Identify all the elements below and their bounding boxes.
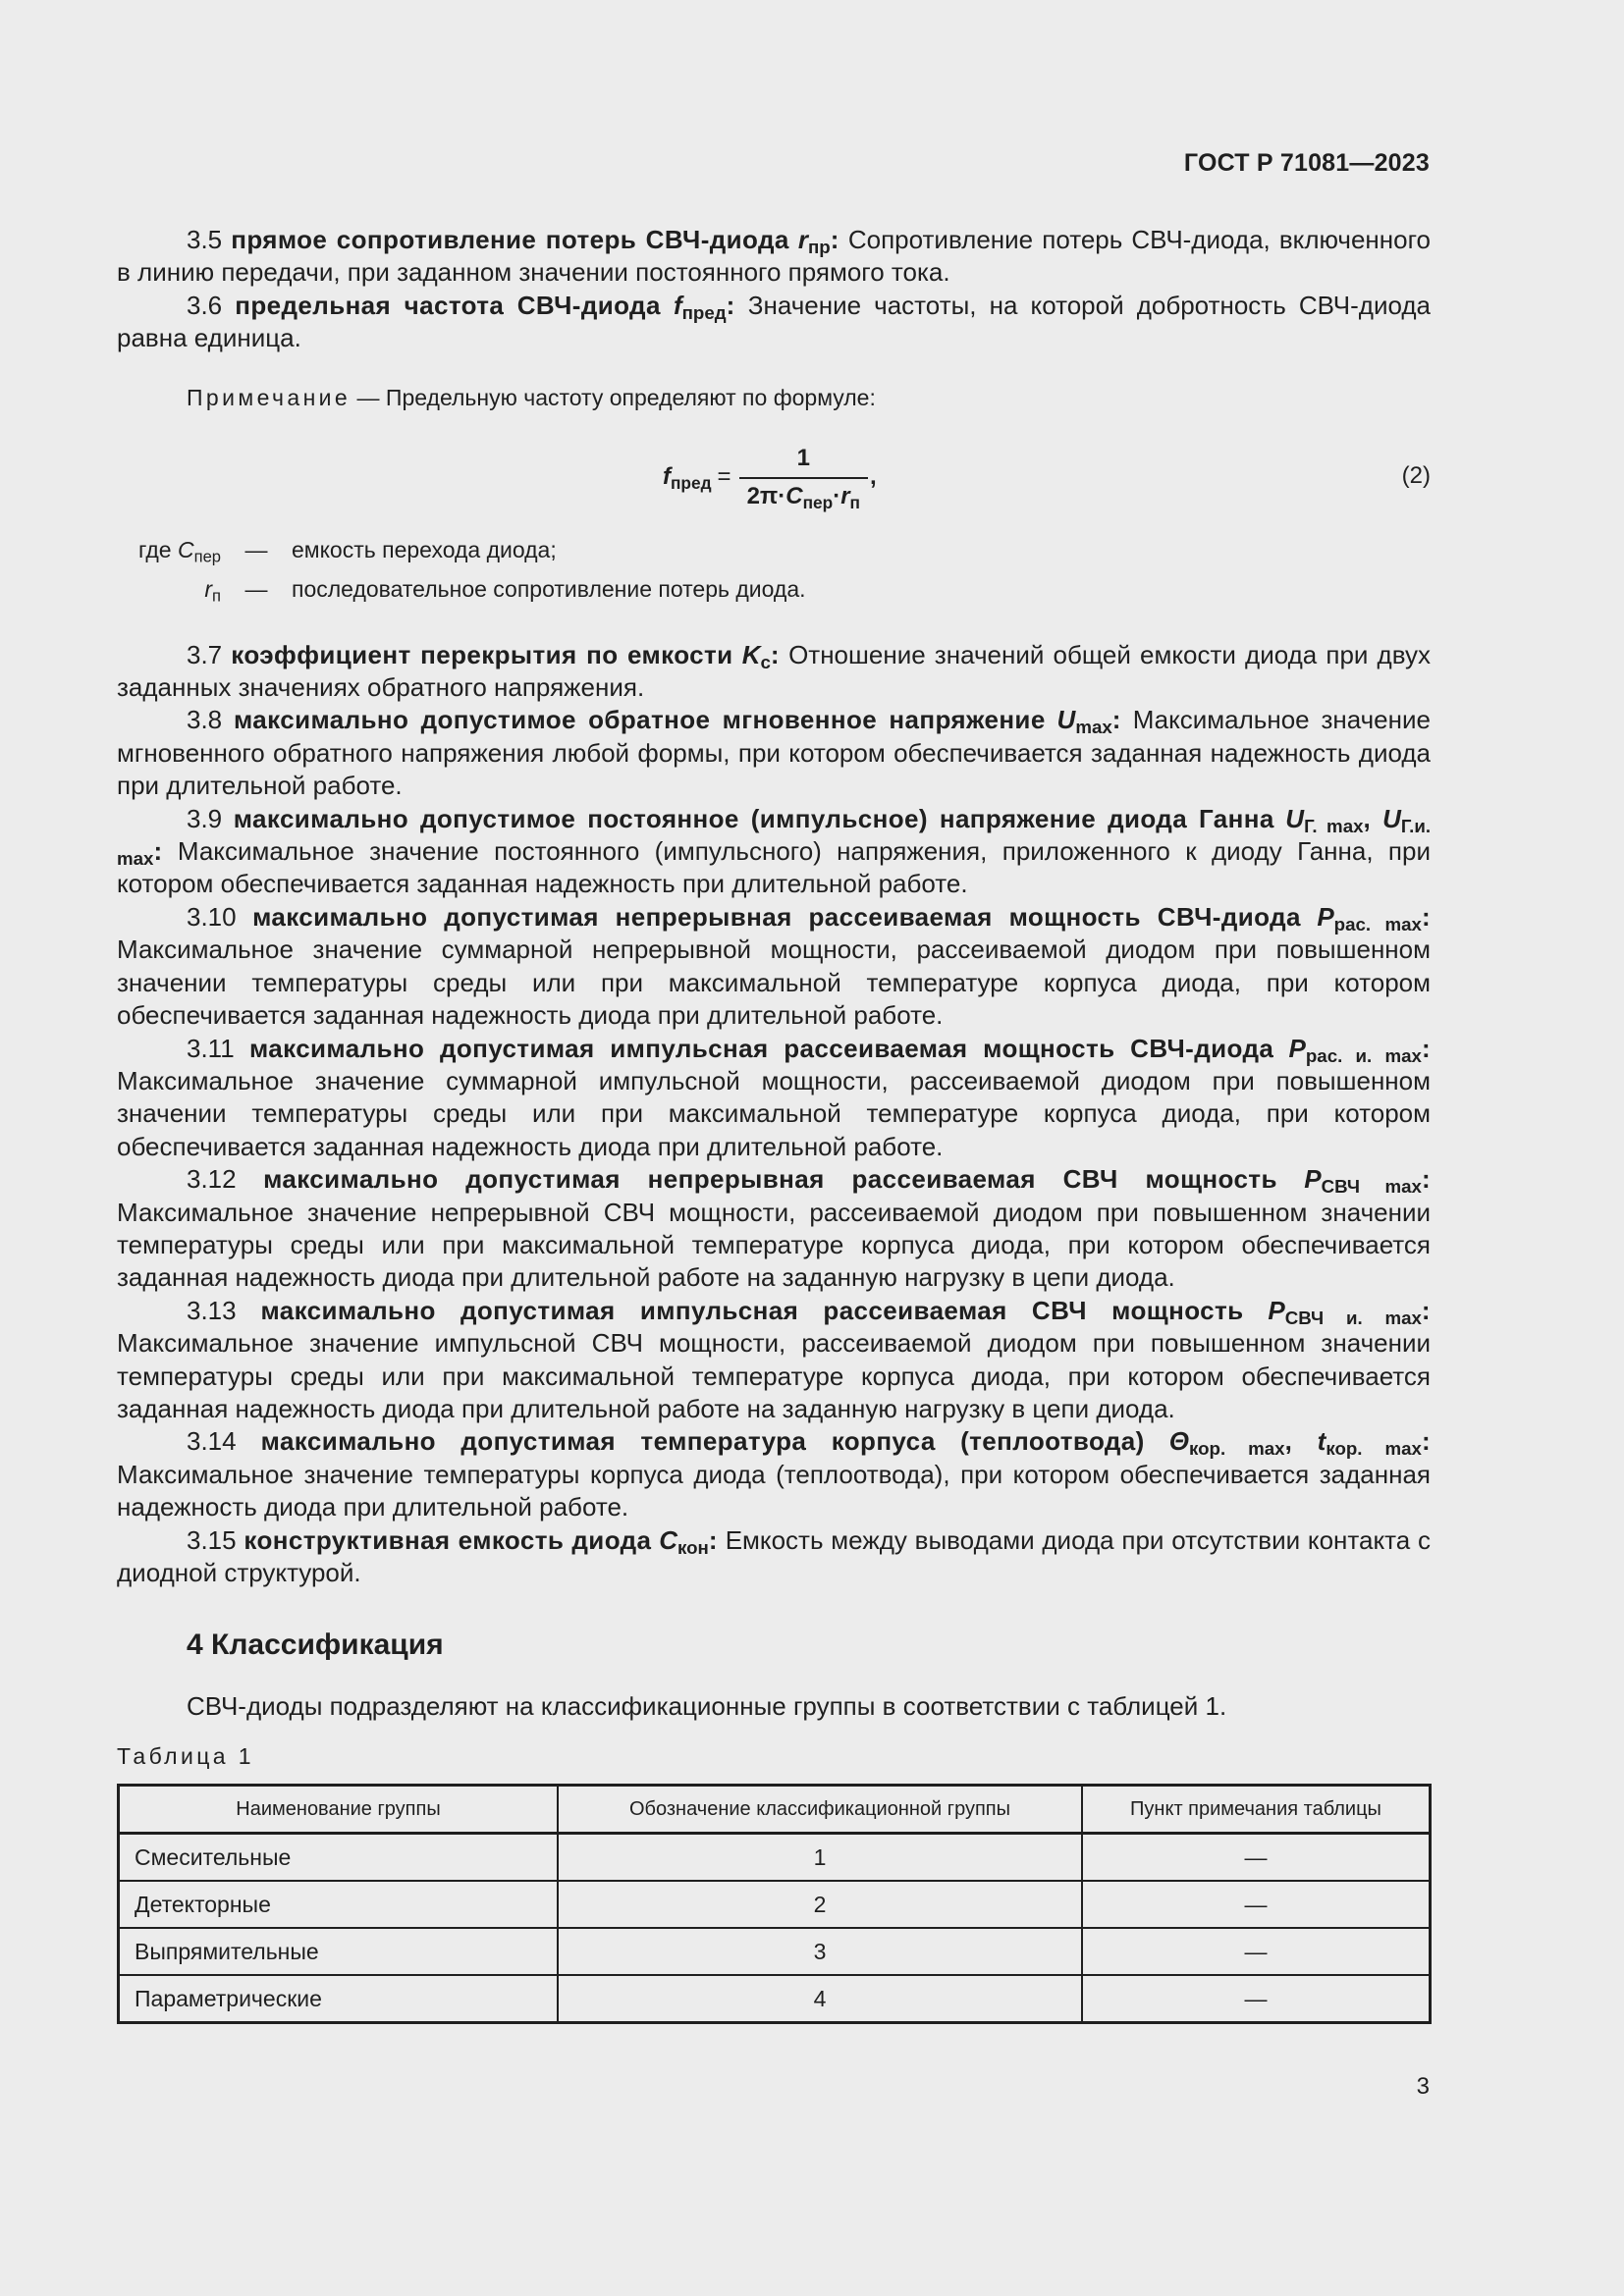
- term-symbol-sub: рас. и. max: [1305, 1044, 1422, 1066]
- term-number: 3.14: [187, 1426, 237, 1457]
- term-symbol-sub: кон: [677, 1536, 709, 1558]
- formula-denominator: [739, 477, 868, 510]
- term-number: 3.9: [187, 803, 223, 833]
- term-3-15: 3.15 конструктивная емкость диода $C_{кон}$: Емкость между выводами диода при отсутствии контакта с диодной структурой.: [117, 1524, 1431, 1587]
- term-title: прямое сопротивление потерь СВЧ-диода: [231, 225, 789, 254]
- term-number: 3.10: [187, 901, 237, 932]
- formula-den-r: r: [840, 482, 850, 509]
- term-symbol-sub: СВЧ max: [1321, 1176, 1422, 1198]
- term-symbol-2: U: [1382, 803, 1401, 833]
- legend-text: последовательное сопротивление потерь диода.: [292, 575, 806, 602]
- term-symbol-sub: пред: [681, 302, 727, 324]
- term-symbol-sub: СВЧ и. max: [1284, 1307, 1422, 1328]
- formula-number: (2): [1401, 461, 1431, 489]
- legend-symbol: r: [204, 575, 213, 602]
- term-number: 3.7: [187, 639, 223, 669]
- term-number: 3.15: [187, 1524, 237, 1555]
- term-definition: Отношение значений общей емкости диода при двух заданных значениях обратного напряжения.: [117, 639, 1431, 703]
- term-symbol: r: [797, 225, 808, 254]
- term-3-8: 3.8 максимально допустимое обратное мгновенное напряжение $U_{max}$: Максимальное значение мгновенного обратного напряжения любой формы, при котором обеспечивается заданная надежность диода при длительной работе.: [117, 705, 1431, 801]
- term-number: 3.11: [187, 1033, 235, 1063]
- section-paragraph: СВЧ-диоды подразделяют на классификационные группы в соответствии с таблицей 1.: [187, 1691, 1227, 1722]
- term-symbol: P: [1317, 901, 1334, 932]
- page-number: 3: [1416, 2073, 1430, 2100]
- term-symbol-sub: Г. max: [1304, 815, 1364, 836]
- term-3-13: 3.13 максимально допустимая импульсная рассеиваемая СВЧ мощность $P_{СВЧ и. max}$: Максимальное значение импульсной СВЧ мощности, рассеиваемой диодом при повышенном значении температуры среды или при максимальной температуре корпуса диода, при котором обеспечивается заданная надежность диода при длительной работе на заданную нагрузку в цепи диода.: [117, 1295, 1431, 1423]
- formula-den-c: C: [785, 482, 803, 509]
- terms-list: [117, 639, 1431, 1590]
- table-header-cell: Пункт примечания таблицы: [1082, 1786, 1431, 1834]
- table-cell-note: —: [1082, 1834, 1431, 1882]
- term-definition: Максимальное значение температуры корпуса диода (теплоотвода), при котором обеспечивается заданная надежность диода при длительной работе.: [117, 1459, 1431, 1522]
- table-caption: Таблица 1: [117, 1743, 254, 1770]
- term-number: 3.13: [187, 1295, 237, 1325]
- term-symbol: U: [1056, 705, 1076, 735]
- term-symbol: P: [1288, 1033, 1306, 1063]
- formula-lhs-symbol: f: [663, 463, 671, 491]
- note-text: — Предельную частоту определяют по формуле:: [356, 384, 876, 410]
- table-header-cell: Наименование группы: [119, 1786, 559, 1834]
- term-definition: Емкость между выводами диода при отсутствии контакта с диодной структурой.: [117, 1524, 1431, 1587]
- table-cell-code: 2: [558, 1881, 1082, 1928]
- section-title: 4 Классификация: [187, 1629, 444, 1662]
- term-symbol: K: [741, 639, 761, 669]
- formula-den-dot: ·: [833, 482, 841, 509]
- term-3-10: 3.10 максимально допустимая непрерывная рассеиваемая мощность СВЧ-диода $P_{рас. max}$: Максимальное значение суммарной непрерывной мощности, рассеиваемой диодом при повышенном значении температуры среды или при максимальной температуре корпуса диода, при котором обеспечивается заданная надежность диода при длительной работе.: [117, 901, 1431, 1031]
- legend-item: [117, 537, 1431, 576]
- term-definition: Сопротивление потерь СВЧ-диода, включенного в линию передачи, при заданном значении постоянного прямого тока.: [117, 225, 1431, 288]
- formula: [663, 445, 877, 510]
- term-symbol: P: [1268, 1295, 1285, 1325]
- formula-block: [117, 425, 1431, 543]
- term-symbol: Θ: [1168, 1426, 1189, 1457]
- table-cell-group: Смесительные: [119, 1834, 559, 1882]
- term-definition: Максимальное значение непрерывной СВЧ мощности, рассеиваемой диодом при повышенном значении температуры среды или при максимальной температуре корпуса диода, при котором обеспечивается заданная надежность диода при длительной работе на заданную нагрузку в цепи диода.: [117, 1197, 1431, 1293]
- term-title: коэффициент перекрытия по емкости: [231, 639, 733, 669]
- formula-lhs-sub: пред: [671, 472, 712, 493]
- table-cell-note: —: [1082, 1928, 1431, 1975]
- term-symbol-sub: max: [1075, 717, 1112, 738]
- term-title: максимально допустимое постоянное (импульсное) напряжение диода Ганна: [233, 803, 1274, 833]
- table-cell-code: 1: [558, 1834, 1082, 1882]
- term-symbol: U: [1285, 803, 1305, 833]
- term-symbol-2: t: [1317, 1426, 1326, 1457]
- term-3-14: 3.14 максимально допустимая температура корпуса (теплоотвода) $\Theta_{кор. max}$, $t_{кор. max}$: Максимальное значение температуры корпуса диода (теплоотвода), при котором обеспечивается заданная надежность диода при длительной работе.: [117, 1426, 1431, 1522]
- table-row: [119, 1881, 1431, 1928]
- term-definition: Максимальное значение постоянного (импульсного) напряжения, приложенного к диоду Ганна, при котором обеспечивается заданная надежность при длительной работе.: [117, 836, 1431, 899]
- legend-text: емкость перехода диода;: [292, 536, 557, 562]
- term-title: максимально допустимая импульсная рассеиваемая СВЧ мощность: [260, 1295, 1244, 1325]
- term-3-5: 3.5 прямое сопротивление потерь СВЧ-диода $r_{пр}$: Сопротивление потерь СВЧ-диода, включенного в линию передачи, при заданном значении постоянного прямого тока.: [117, 225, 1431, 288]
- term-title: максимально допустимая температура корпуса (теплоотвода): [260, 1426, 1145, 1457]
- term-3-11: 3.11 максимально допустимая импульсная рассеиваемая мощность СВЧ-диода $P_{рас. и. max}$: Максимальное значение суммарной импульсной мощности, рассеиваемой диодом при повышенном значении температуры среды или при максимальной температуре корпуса диода, при котором обеспечивается заданная надежность диода при длительной работе.: [117, 1033, 1431, 1161]
- note: [117, 385, 1431, 411]
- term-symbol-separator: ,: [1284, 1426, 1318, 1457]
- legend-item: [117, 576, 1431, 615]
- term-3-9: 3.9 максимально допустимое постоянное (импульсное) напряжение диода Ганна $U_{Г. max}$, $U_{Г.и. max}$: Максимальное значение постоянного (импульсного) напряжения, приложенного к диоду Ганна, при котором обеспечивается заданная надежность при длительной работе.: [117, 803, 1432, 899]
- formula-comma: ,: [869, 463, 877, 491]
- page-content: [117, 224, 1431, 2024]
- document-id: ГОСТ Р 71081—2023: [1183, 149, 1430, 177]
- term-symbol: C: [659, 1524, 677, 1555]
- term-title: предельная частота СВЧ-диода: [235, 290, 661, 320]
- table-cell-code: 3: [558, 1928, 1082, 1975]
- term-title: конструктивная емкость диода: [244, 1524, 652, 1555]
- term-symbol: P: [1304, 1164, 1322, 1195]
- term-number: 3.5: [187, 225, 223, 254]
- formula-den-const: 2π·: [746, 482, 786, 509]
- table-row: [119, 1928, 1431, 1975]
- term-symbol-sub: пр: [807, 237, 831, 258]
- term-3-12: 3.12 максимально допустимая непрерывная рассеиваемая СВЧ мощность $P_{СВЧ max}$: Максимальное значение непрерывной СВЧ мощности, рассеиваемой диодом при повышенном значении температуры среды или при максимальной температуре корпуса диода, при котором обеспечивается заданная надежность диода при длительной работе на заданную нагрузку в цепи диода.: [117, 1164, 1431, 1293]
- legend-symbol-sub: пер: [193, 547, 221, 566]
- legend-dash: —: [244, 536, 268, 562]
- formula-numerator: 1: [796, 444, 810, 471]
- formula-den-c-sub: пер: [802, 492, 834, 512]
- table-cell-group: Детекторные: [119, 1881, 559, 1928]
- table-row: [119, 1975, 1431, 2023]
- table-cell-code: 4: [558, 1975, 1082, 2023]
- table-row: [119, 1834, 1431, 1882]
- legend-symbol: C: [178, 536, 194, 562]
- formula-den-r-sub: п: [849, 492, 860, 512]
- term-number: 3.8: [187, 705, 223, 735]
- legend-prefix: где: [138, 536, 178, 562]
- classification-table: [117, 1784, 1432, 2024]
- term-title: максимально допустимая непрерывная рассеиваемая мощность СВЧ-диода: [252, 901, 1301, 932]
- term-definition: Максимальное значение мгновенного обратного напряжения любой формы, при котором обеспечивается заданная надежность диода при длительной работе.: [117, 705, 1431, 801]
- term-symbol-sub: кор. max: [1188, 1438, 1285, 1460]
- term-symbol-2-sub: Г.и. max: [117, 815, 1432, 870]
- formula-equals: =: [717, 463, 731, 491]
- term-symbol-2-sub: кор. max: [1326, 1438, 1422, 1460]
- legend-dash: —: [244, 575, 268, 602]
- term-definition: Значение частоты, на которой добротность СВЧ-диода равна единица.: [117, 290, 1431, 353]
- table-cell-note: —: [1082, 1975, 1431, 2023]
- term-symbol-sub: рас. max: [1333, 914, 1422, 935]
- term-3-6: 3.6 предельная частота СВЧ-диода $f_{пред}$: Значение частоты, на которой добротность СВЧ-диода равна единица.: [117, 290, 1431, 353]
- term-number: 3.6: [187, 290, 223, 320]
- term-3-7: 3.7 коэффициент перекрытия по емкости $K_с$: Отношение значений общей емкости диода при двух заданных значениях обратного напряжения.: [117, 639, 1431, 703]
- term-title: максимально допустимая непрерывная рассеиваемая СВЧ мощность: [263, 1164, 1277, 1195]
- table-cell-group: Выпрямительные: [119, 1928, 559, 1975]
- term-title: максимально допустимое обратное мгновенное напряжение: [234, 705, 1046, 735]
- formula-legend: [117, 537, 1431, 615]
- term-title: максимально допустимая импульсная рассеиваемая мощность СВЧ-диода: [248, 1033, 1274, 1063]
- term-symbol-separator: ,: [1363, 803, 1383, 833]
- term-definition: Максимальное значение суммарной импульсной мощности, рассеиваемой диодом при повышенном значении температуры среды или при максимальной температуре корпуса диода, при котором обеспечивается заданная надежность диода при длительной работе.: [117, 1065, 1431, 1161]
- table-header-cell: Обозначение классификационной группы: [558, 1786, 1082, 1834]
- term-definition: Максимальное значение суммарной непрерывной мощности, рассеиваемой диодом при повышенном значении температуры среды или при максимальной температуре корпуса диода, при котором обеспечивается заданная надежность диода при длительной работе.: [117, 934, 1431, 1031]
- note-label: Примечание: [187, 384, 352, 410]
- table-cell-note: —: [1082, 1881, 1431, 1928]
- term-symbol-sub: с: [760, 651, 771, 672]
- table-header-row: [119, 1786, 1431, 1834]
- term-number: 3.12: [187, 1164, 237, 1195]
- term-symbol: f: [673, 290, 682, 320]
- formula-fraction: [739, 445, 868, 510]
- legend-symbol-sub: п: [212, 586, 221, 606]
- term-definition: Максимальное значение импульсной СВЧ мощности, рассеиваемой диодом при повышенном значении температуры среды или при максимальной температуре корпуса диода, при котором обеспечивается заданная надежность диода при длительной работе на заданную нагрузку в цепи диода.: [117, 1328, 1431, 1423]
- table-cell-group: Параметрические: [119, 1975, 559, 2023]
